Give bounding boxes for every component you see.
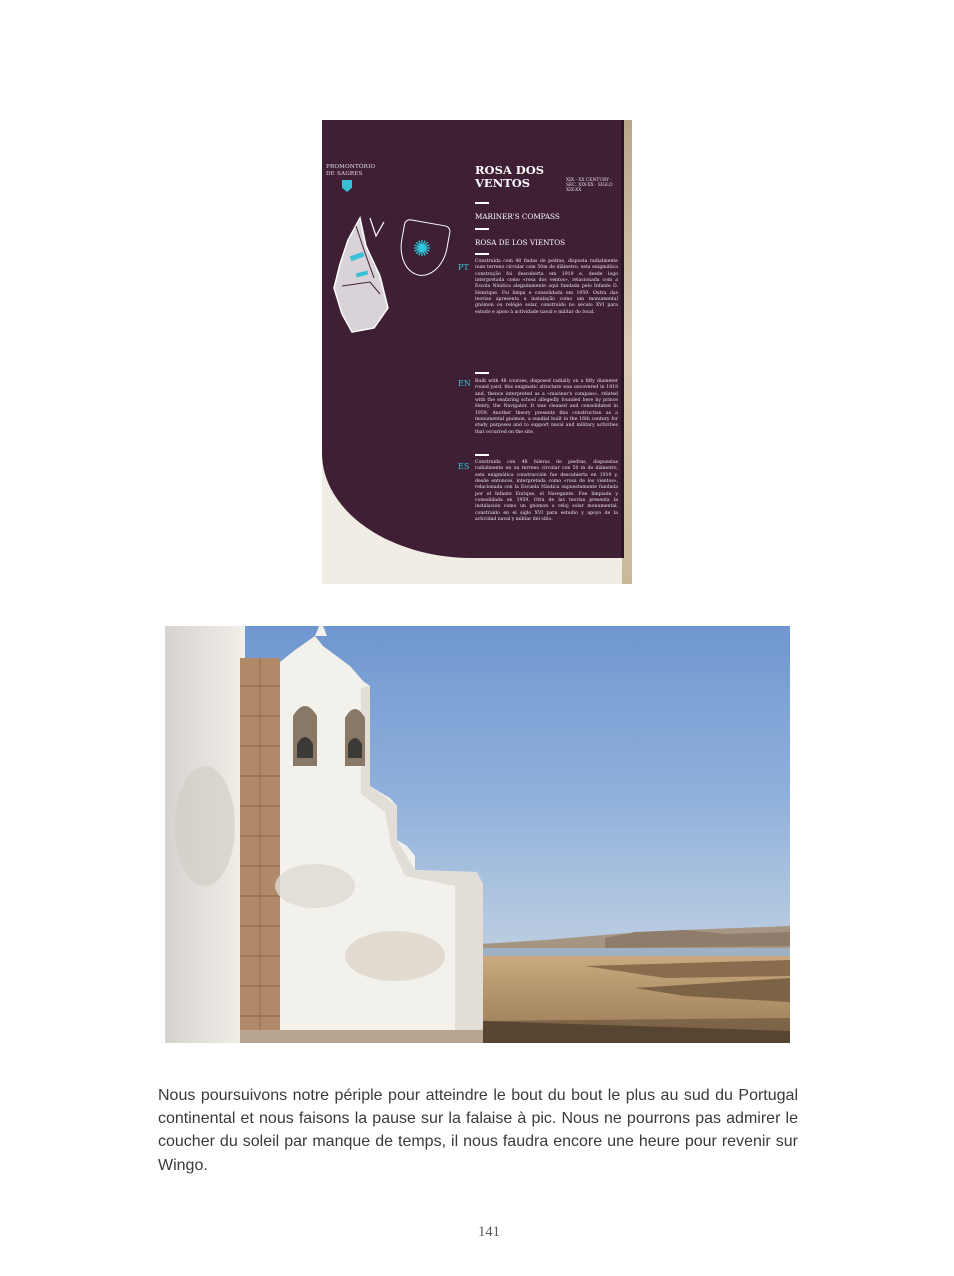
caption-paragraph: Nous poursuivons notre périple pour atteindre le bout du bout le plus au sud du Portugal continental et nous faisons la pause sur la falaise à pic. Nous ne pourrons pas admirer le coucher du soleil par manque de temps, il nous faudra encore une heure pour revenir sur Wingo. [158, 1087, 798, 1174]
lang-label-pt: PT [458, 263, 469, 272]
sign-board [322, 120, 624, 558]
sign-photo [322, 120, 632, 584]
sign-subtitle-en: MARINER'S COMPASS [475, 212, 560, 221]
sign-subtitle-es: ROSA DE LOS VIENTOS [475, 238, 566, 247]
compass-rose-icon: ✺ [412, 236, 432, 261]
sign-text-pt: Construída com 48 fiadas de pedras, disposta radialmente num terreno circular com 50m de diâmetro, esta enigmática construção foi descoberta em 1919 e, desde logo interpretada como «rosa dos ventos», relacionada com a Escola Náutica alegadamente aqui fundada pelo Infante D. Henrique. Foi limpa e consolidada em 1959. Outra das teorias apresenta a instalação como um monumental gnómon ou relógio solar, construído no século XVI para estudo e apoio à actividade naval e militar do local. [475, 259, 618, 315]
sign-century-label: XIX - XX CENTURY · SÉC. XIX-XX · SIGLO XIX-XX [566, 178, 613, 194]
sign-text-en: Built with 48 courses, disposed radially on a fifty diameter round yard, this enigmatic structure was uncovered in 1919 and, thence interpreted as a «mariner's compass», related with the seafaring school allegedly founded here by prince Henry, the Navigator. It was cleaned and consolidated in 1959. Another theory presents this construction as a monumental gnomon, a sundial built in the 16th century for study purposes and to support naval and military activities that occurred on the site. [475, 379, 618, 435]
page-number: 141 [478, 1224, 500, 1240]
sign-logo [326, 164, 376, 192]
sign-title: ROSA DOS VENTOS [475, 163, 545, 190]
shield-icon [342, 180, 352, 192]
sign-logo-text: PROMONTÓRIO DE SAGRES [326, 164, 376, 177]
chapel-scene [165, 626, 790, 1043]
lang-label-es: ES [458, 462, 470, 471]
divider [475, 454, 489, 456]
chapel-photo [165, 626, 790, 1043]
divider [475, 228, 489, 230]
promontory-map-icon [330, 216, 392, 334]
sign-text-es: Construida con 48 hileras de piedras, dispuestas radialmente en un terreno circular con 50 m de diámetro, esta enigmática construcción fue descubierta en 1919 y, desde entonces, interpretada como «rosa de los vientos», relacionada con la Escuela Náutica supuestamente fundada por el Infante Enrique, el Navegante. Fue limpiada y consolidada en 1959. Otra de las teorías presenta la instalación como un gnomon o reloj solar monumental, construido en el siglo XVI para estudio y apoyo de la actividad naval y militar del sitio. [475, 460, 618, 523]
divider [475, 202, 489, 204]
divider [475, 372, 489, 374]
lang-label-en: EN [458, 379, 471, 388]
divider [475, 253, 489, 255]
